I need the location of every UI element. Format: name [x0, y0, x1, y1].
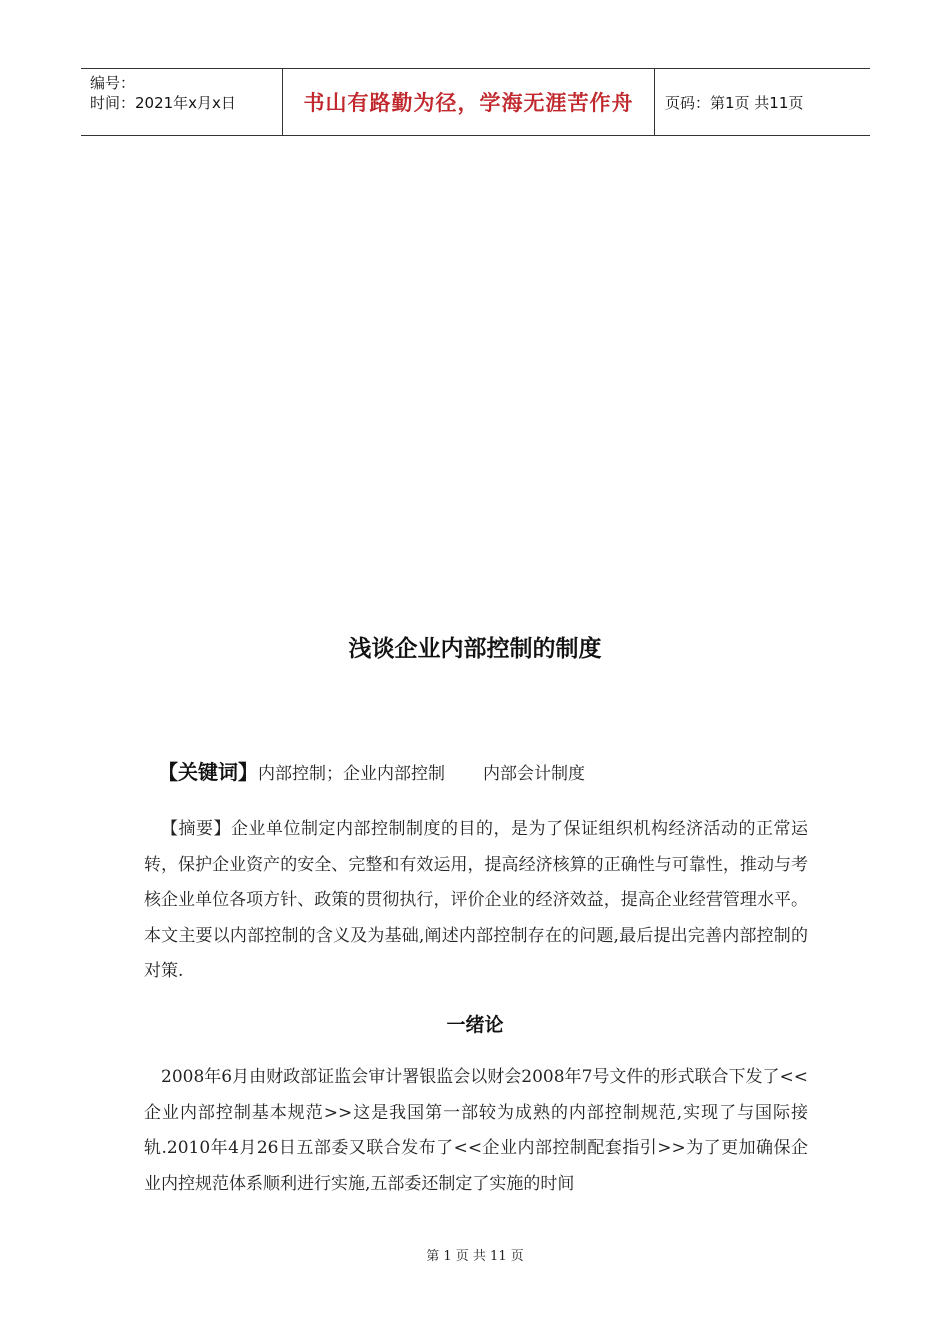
page-footer: 第 1 页 共 11 页: [426, 1249, 524, 1264]
header-number: 编号：: [90, 74, 136, 92]
body-paragraph: 2008年6月由财政部证监会审计署银监会以财会2008年7号文件的形式联合下发了<<企业内部控制基本规范>>这是我国第一部较为成熟的内部控制规范,实现了与国际接轨.2010年4月26日五部委又联合发布了<<企业内部控制配套指引>>为了更加确保企业内控规范体系顺利进行实施,五部委还制定了实施的时间: [144, 1067, 808, 1194]
header-time: 时间：2021年x月x日: [90, 94, 236, 112]
keywords-label: 【关键词】: [158, 760, 258, 784]
header-page-info: 页码：第1页 共11页: [665, 93, 804, 112]
page-header: [81, 68, 870, 136]
header-meta: [81, 69, 282, 135]
document-title: 浅谈企业内部控制的制度: [348, 636, 602, 662]
section-heading: 一绪论: [446, 1014, 504, 1036]
keywords-text-1: 内部控制；企业内部控制: [258, 764, 445, 784]
abstract-paragraph: 【摘要】企业单位制定内部控制制度的目的，是为了保证组织机构经济活动的正常运转，保护企业资产的安全、完整和有效运用，提高经济核算的正确性与可靠性，推动与考核企业单位各项方针、政策的贯彻执行，评价企业的经济效益，提高企业经营管理水平。本文主要以内部控制的含义及为基础,阐述内部控制存在的问题,最后提出完善内部控制的对策.: [144, 819, 808, 981]
keywords-line: [158, 756, 585, 785]
header-motto: 书山有路勤为径，学海无涯苦作舟: [282, 69, 655, 135]
keywords-text-2: 内部会计制度: [483, 764, 585, 784]
